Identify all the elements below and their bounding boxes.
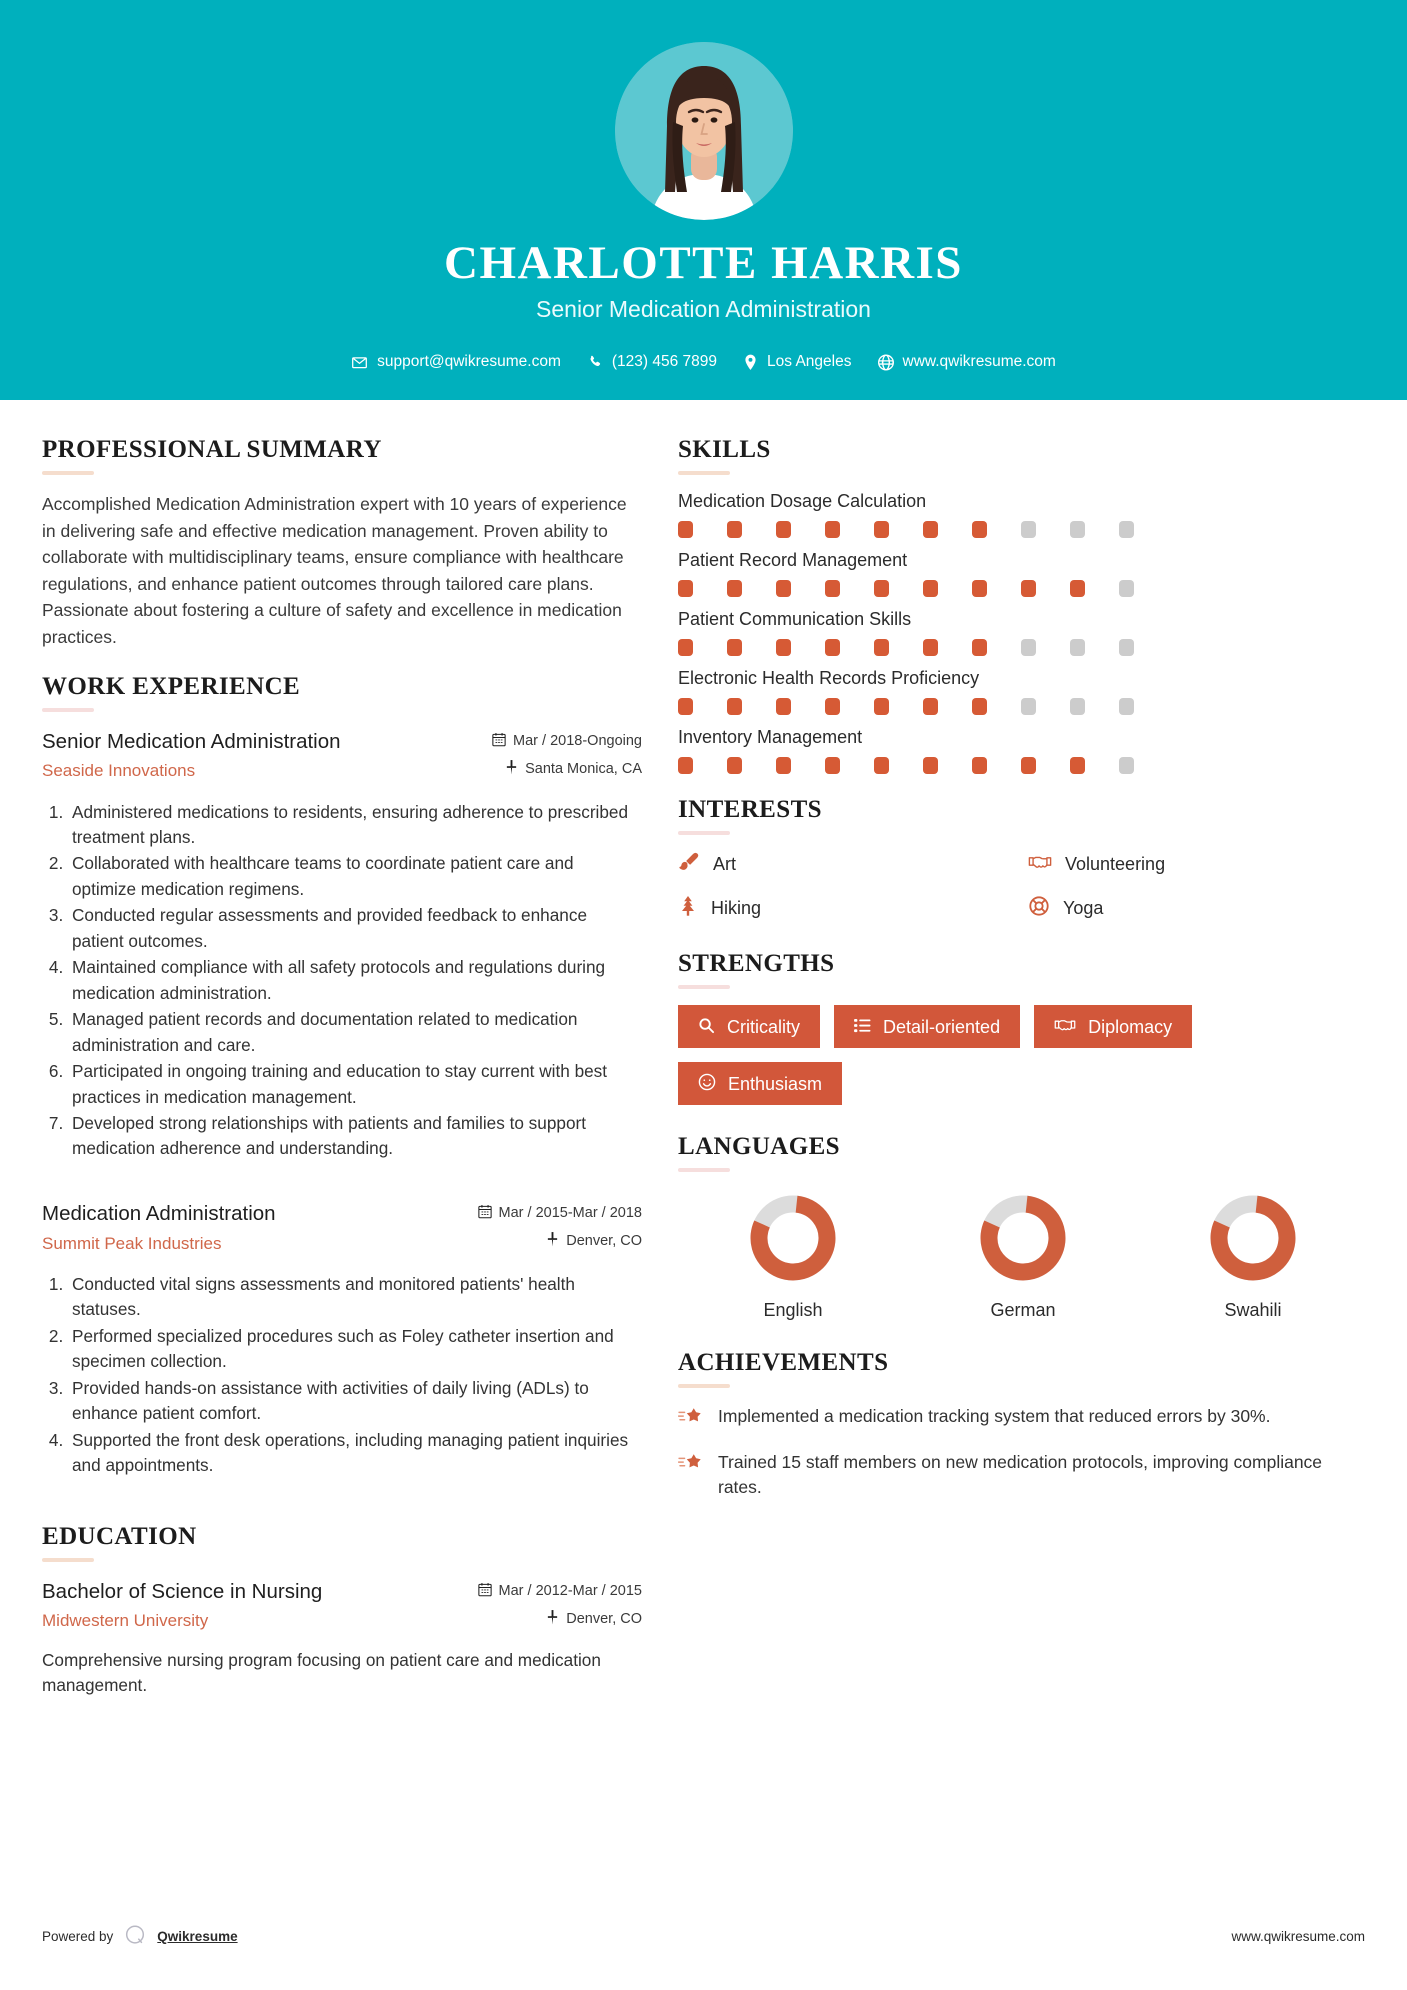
- qwikresume-logo-icon: [123, 1923, 147, 1950]
- shooting-star-icon: [678, 1404, 704, 1433]
- section-skills: [678, 436, 1368, 774]
- skill-level-meter: [678, 757, 1368, 774]
- interest-label: Hiking: [711, 898, 762, 918]
- education-entry-header: [42, 1578, 642, 1638]
- skill-dot-filled: [776, 639, 791, 656]
- work-bullet: 4. Supported the front desk operations, including managing patient inquiries and appointments.: [68, 1428, 642, 1479]
- work-location-text: Denver, CO: [566, 1233, 642, 1250]
- skill-dot-filled: [923, 639, 938, 656]
- resume-header: [0, 0, 1407, 400]
- skill-dot-empty: [1119, 698, 1134, 715]
- skill-dot-filled: [972, 580, 987, 597]
- skill-dot-empty: [1119, 521, 1134, 538]
- section-title-interests: INTERESTS: [678, 796, 822, 823]
- skill-item: [678, 609, 1368, 656]
- skill-dot-empty: [1119, 639, 1134, 656]
- skills-list: [678, 491, 1368, 774]
- skill-dot-empty: [1119, 757, 1134, 774]
- work-company-name: Summit Peak Industries: [42, 1233, 222, 1253]
- work-bullet: 3. Conducted regular assessments and provided feedback to enhance patient outcomes.: [68, 903, 642, 954]
- work-job-title: Medication Administration: [42, 1201, 276, 1225]
- language-donut-chart: [1203, 1188, 1303, 1288]
- paintbrush-icon: [678, 851, 700, 878]
- section-title-professional-summary: PROFESSIONAL SUMMARY: [42, 436, 382, 463]
- footer-branding: [42, 1923, 238, 1950]
- section-divider: [678, 471, 730, 475]
- interest-label: Yoga: [1063, 898, 1104, 918]
- skill-dot-filled: [825, 580, 840, 597]
- contact-location-text: Los Angeles: [767, 353, 852, 370]
- calendar-icon: [478, 1204, 492, 1223]
- footer-powered-by-label: Powered by: [42, 1929, 114, 1944]
- achievement-text: Implemented a medication tracking system that reduced errors by 30%.: [718, 1406, 1271, 1426]
- education-dates-line: [472, 1582, 642, 1601]
- work-job-title: Senior Medication Administration: [42, 729, 341, 753]
- pin-icon: [546, 1232, 559, 1251]
- work-location-line: [472, 760, 642, 779]
- achievement-item: [678, 1404, 1368, 1433]
- work-dates-line: [472, 732, 642, 751]
- location-pin-icon: [743, 354, 758, 371]
- achievement-item: [678, 1450, 1368, 1501]
- contact-phone[interactable]: [587, 353, 717, 371]
- section-title-strengths: STRENGTHS: [678, 950, 835, 977]
- education-entry-meta: [472, 1578, 642, 1638]
- section-education: [42, 1523, 642, 1700]
- pin-icon: [505, 760, 518, 779]
- education-entry: [42, 1578, 642, 1700]
- section-title-education: EDUCATION: [42, 1522, 197, 1550]
- work-entry-meta: [472, 728, 642, 788]
- skill-label: Patient Record Management: [678, 550, 908, 570]
- skill-dot-filled: [874, 639, 889, 656]
- skill-dot-empty: [1070, 698, 1085, 715]
- skill-dot-filled: [825, 521, 840, 538]
- skill-dot-filled: [874, 698, 889, 715]
- section-professional-summary: [42, 436, 642, 651]
- resume-body: [0, 400, 1407, 1729]
- strength-label: Detail-oriented: [883, 1016, 1001, 1037]
- lifebuoy-icon: [1028, 895, 1050, 922]
- interest-label: Art: [713, 854, 737, 874]
- contact-location[interactable]: [743, 353, 851, 371]
- skill-dot-filled: [874, 757, 889, 774]
- education-entry-identity: [42, 1578, 472, 1632]
- skill-dot-filled: [678, 521, 693, 538]
- education-degree: Bachelor of Science in Nursing: [42, 1579, 323, 1603]
- skill-dot-filled: [923, 521, 938, 538]
- section-divider: [678, 1168, 730, 1172]
- interest-item: [678, 895, 1018, 922]
- contact-email[interactable]: [351, 353, 561, 371]
- handshake-icon: [1028, 851, 1052, 878]
- skill-level-meter: [678, 521, 1368, 538]
- skill-dot-filled: [776, 521, 791, 538]
- skill-dot-filled: [972, 698, 987, 715]
- globe-icon: [878, 354, 894, 371]
- interest-item: [1028, 851, 1368, 878]
- strength-label: Enthusiasm: [728, 1073, 823, 1094]
- strength-label: Diplomacy: [1088, 1016, 1173, 1037]
- skill-dot-filled: [1021, 580, 1036, 597]
- section-title-skills: SKILLS: [678, 436, 771, 463]
- job-role-subtitle: Senior Medication Administration: [536, 296, 871, 322]
- section-interests: [678, 796, 1368, 922]
- work-company-name: Seaside Innovations: [42, 761, 196, 781]
- skill-dot-filled: [874, 580, 889, 597]
- avatar: [615, 42, 793, 220]
- skill-label: Inventory Management: [678, 727, 863, 747]
- work-bullet-list: [42, 800, 642, 1162]
- section-divider: [42, 471, 94, 475]
- work-bullet: 5. Managed patient records and documentation related to medication administration and care.: [68, 1007, 642, 1058]
- pin-icon: [546, 1610, 559, 1629]
- language-donut-chart: [973, 1188, 1073, 1288]
- skill-dot-filled: [678, 580, 693, 597]
- contact-email-text: support@qwikresume.com: [377, 353, 561, 370]
- section-title-languages: LANGUAGES: [678, 1133, 840, 1160]
- work-entry: [42, 1200, 642, 1479]
- list-icon: [854, 1018, 871, 1036]
- work-bullet: 2. Collaborated with healthcare teams to coordinate patient care and optimize medication regimens.: [68, 851, 642, 902]
- footer-website[interactable]: www.qwikresume.com: [1231, 1929, 1365, 1944]
- skill-dot-filled: [776, 698, 791, 715]
- skill-dot-filled: [923, 698, 938, 715]
- skill-dot-filled: [727, 698, 742, 715]
- language-label: English: [763, 1300, 823, 1320]
- skill-dot-filled: [727, 757, 742, 774]
- section-work-experience: [42, 673, 642, 1479]
- education-dates-text: Mar / 2012-Mar / 2015: [498, 1583, 642, 1600]
- skill-dot-filled: [923, 757, 938, 774]
- skill-dot-filled: [825, 757, 840, 774]
- work-bullet: 3. Provided hands-on assistance with activities of daily living (ADLs) to enhance patient comfort.: [68, 1376, 642, 1427]
- language-item: [1138, 1188, 1368, 1321]
- education-location-line: [472, 1610, 642, 1629]
- section-languages: [678, 1133, 1368, 1321]
- work-entry-header: [42, 728, 642, 788]
- language-label: Swahili: [1224, 1300, 1282, 1320]
- skill-dot-filled: [776, 757, 791, 774]
- language-donut-chart: [743, 1188, 843, 1288]
- skill-label: Electronic Health Records Proficiency: [678, 668, 980, 688]
- footer-brand-link[interactable]: Qwikresume: [157, 1929, 238, 1944]
- skill-level-meter: [678, 698, 1368, 715]
- skill-dot-empty: [1021, 639, 1036, 656]
- education-location-text: Denver, CO: [566, 1611, 642, 1628]
- section-divider: [42, 708, 94, 712]
- skill-dot-empty: [1119, 580, 1134, 597]
- skill-dot-filled: [678, 639, 693, 656]
- section-strengths: [678, 950, 1368, 1105]
- skill-dot-filled: [874, 521, 889, 538]
- contact-website[interactable]: [878, 353, 1056, 371]
- skill-dot-filled: [972, 639, 987, 656]
- section-achievements: [678, 1349, 1368, 1501]
- skill-dot-empty: [1070, 521, 1085, 538]
- skill-item: [678, 727, 1368, 774]
- skill-label: Patient Communication Skills: [678, 609, 912, 629]
- section-divider: [678, 831, 730, 835]
- work-entry-header: [42, 1200, 642, 1260]
- skill-dot-filled: [825, 698, 840, 715]
- skill-dot-filled: [1070, 757, 1085, 774]
- interest-item: [1028, 895, 1368, 922]
- right-column: [678, 436, 1368, 1729]
- magnifier-icon: [698, 1017, 715, 1037]
- skill-item: [678, 550, 1368, 597]
- education-school: Midwestern University: [42, 1611, 209, 1631]
- work-entry-identity: [42, 1200, 472, 1254]
- skill-dot-filled: [1070, 580, 1085, 597]
- strength-label: Criticality: [727, 1016, 801, 1037]
- page-footer: [0, 1923, 1407, 1990]
- professional-summary-text: Accomplished Medication Administration expert with 10 years of experience in delivering safe and effective medication management. Proven ability to collaborate with multidisciplinary teams, ensure compliance with healthcare regulations, and enhance patient outcomes through tailored care plans. Passionate about fostering a culture of safety and excellence in medication practices.: [42, 494, 627, 647]
- work-bullet: 1. Conducted vital signs assessments and monitored patients' health statuses.: [68, 1272, 642, 1323]
- shooting-star-icon: [678, 1450, 704, 1479]
- pine-tree-icon: [678, 895, 698, 922]
- skill-dot-filled: [923, 580, 938, 597]
- strength-badge-criticality[interactable]: [678, 1005, 820, 1048]
- education-description: Comprehensive nursing program focusing on patient care and medication management.: [42, 1649, 601, 1696]
- interests-grid: [678, 851, 1368, 922]
- skill-dot-filled: [727, 521, 742, 538]
- work-entry-meta: [472, 1200, 642, 1260]
- strength-badge-enthusiasm[interactable]: [678, 1062, 842, 1105]
- contact-bar: [0, 353, 1407, 371]
- skill-item: [678, 668, 1368, 715]
- smiley-icon: [698, 1073, 716, 1094]
- skill-dot-filled: [678, 757, 693, 774]
- avatar-photo: [615, 42, 793, 220]
- contact-phone-text: (123) 456 7899: [611, 353, 718, 370]
- language-item: [678, 1188, 908, 1321]
- work-dates-line: [472, 1204, 642, 1223]
- skill-item: [678, 491, 1368, 538]
- phone-icon: [587, 354, 603, 370]
- work-bullet: 7. Developed strong relationships with patients and families to support medication adherence and understanding.: [68, 1111, 642, 1162]
- work-bullet-list: [42, 1272, 642, 1479]
- section-divider: [42, 1558, 94, 1562]
- skill-dot-filled: [825, 639, 840, 656]
- work-bullet: 2. Performed specialized procedures such as Foley catheter insertion and specimen collection.: [68, 1324, 642, 1375]
- calendar-icon: [492, 732, 506, 751]
- page-title: CHARLOTTE HARRIS: [444, 237, 963, 289]
- skill-dot-filled: [972, 521, 987, 538]
- skill-dot-filled: [727, 639, 742, 656]
- section-divider: [678, 985, 730, 989]
- work-entry-identity: [42, 728, 472, 782]
- skill-dot-empty: [1021, 521, 1036, 538]
- calendar-icon: [478, 1582, 492, 1601]
- skill-dot-filled: [678, 698, 693, 715]
- section-title-achievements: ACHIEVEMENTS: [678, 1349, 889, 1376]
- language-label: German: [990, 1300, 1056, 1320]
- work-location-text: Santa Monica, CA: [525, 761, 642, 778]
- skill-level-meter: [678, 580, 1368, 597]
- section-divider: [678, 1384, 730, 1388]
- skill-label: Medication Dosage Calculation: [678, 491, 927, 511]
- skill-dot-filled: [727, 580, 742, 597]
- strength-badge-detail-oriented[interactable]: [834, 1005, 1020, 1048]
- skill-dot-filled: [776, 580, 791, 597]
- languages-list: [678, 1188, 1368, 1321]
- skill-dot-filled: [1021, 757, 1036, 774]
- strengths-list: [678, 1005, 1368, 1105]
- skill-dot-empty: [1021, 698, 1036, 715]
- handshake-icon: [1054, 1016, 1076, 1037]
- work-bullet: 4. Maintained compliance with all safety protocols and regulations during medication administration.: [68, 955, 642, 1006]
- achievement-text: Trained 15 staff members on new medication protocols, improving compliance rates.: [718, 1452, 1323, 1498]
- work-bullet: 1. Administered medications to residents, ensuring adherence to prescribed treatment plans.: [68, 800, 642, 851]
- interest-item: [678, 851, 1018, 878]
- contact-website-text: www.qwikresume.com: [902, 353, 1056, 370]
- strength-badge-diplomacy[interactable]: [1034, 1005, 1192, 1048]
- skill-dot-empty: [1070, 639, 1085, 656]
- work-entry: [42, 728, 642, 1162]
- work-dates-text: Mar / 2018-Ongoing: [513, 733, 642, 750]
- language-item: [908, 1188, 1138, 1321]
- skill-level-meter: [678, 639, 1368, 656]
- section-title-work-experience: WORK EXPERIENCE: [42, 672, 301, 700]
- interest-label: Volunteering: [1065, 854, 1166, 874]
- work-dates-text: Mar / 2015-Mar / 2018: [498, 1205, 642, 1222]
- envelope-icon: [351, 354, 368, 371]
- work-location-line: [472, 1232, 642, 1251]
- skill-dot-filled: [972, 757, 987, 774]
- work-bullet: 6. Participated in ongoing training and education to stay current with best practices in medication management.: [68, 1059, 642, 1110]
- left-column: [42, 436, 642, 1729]
